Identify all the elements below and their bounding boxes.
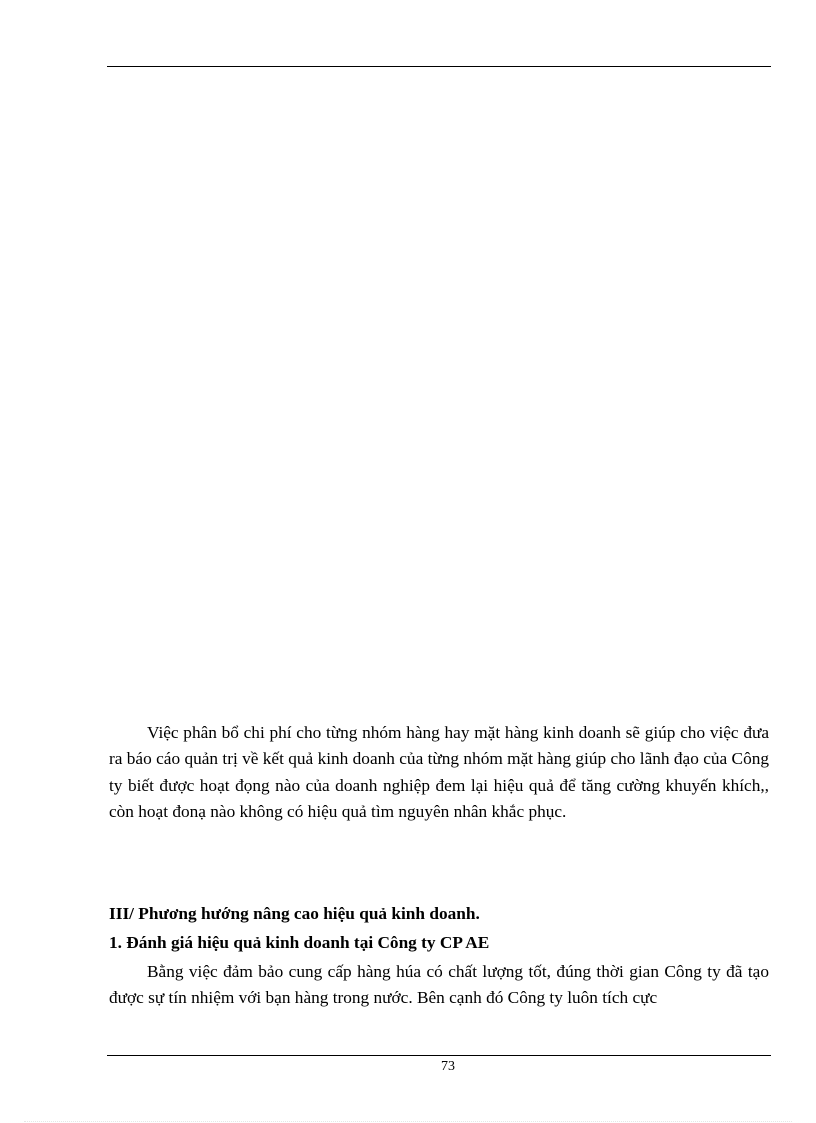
page-edge-dotted-line (24, 1121, 792, 1122)
subsection-heading: 1. Đánh giá hiệu quả kinh doanh tại Công ty CP AE (109, 933, 490, 952)
paragraph-cost-allocation (109, 720, 769, 825)
page-number: 73 (441, 1059, 455, 1074)
page-number-footer (0, 1057, 816, 1077)
header-rule (107, 66, 771, 67)
paragraph-text: Việc phân bổ chi phí cho từng nhóm hàng hay mặt hàng kinh doanh sẽ giúp cho việc đưa ra báo cáo quản trị về kết quả kinh doanh của từng nhóm mặt hàng giúp cho lãnh đạo của Công ty biết được hoạt đọng nào của doanh nghiệp đem lại hiệu quả để tăng cường khuyến khích,, còn hoạt đonạ nào không có hiệu quả tìm nguyên nhân khắc phục. (109, 723, 769, 821)
section-heading: III/ Phương hướng nâng cao hiệu quả kinh doanh. (109, 904, 480, 923)
footer-rule (107, 1055, 771, 1056)
paragraph-evaluation (109, 959, 769, 1012)
paragraph-text: Bằng việc đảm bảo cung cấp hàng húa có chất lượng tốt, đúng thời gian Công ty đã tạo được sự tín nhiệm với bạn hàng trong nước. Bên cạnh đó Công ty luôn tích cực (109, 962, 769, 1008)
